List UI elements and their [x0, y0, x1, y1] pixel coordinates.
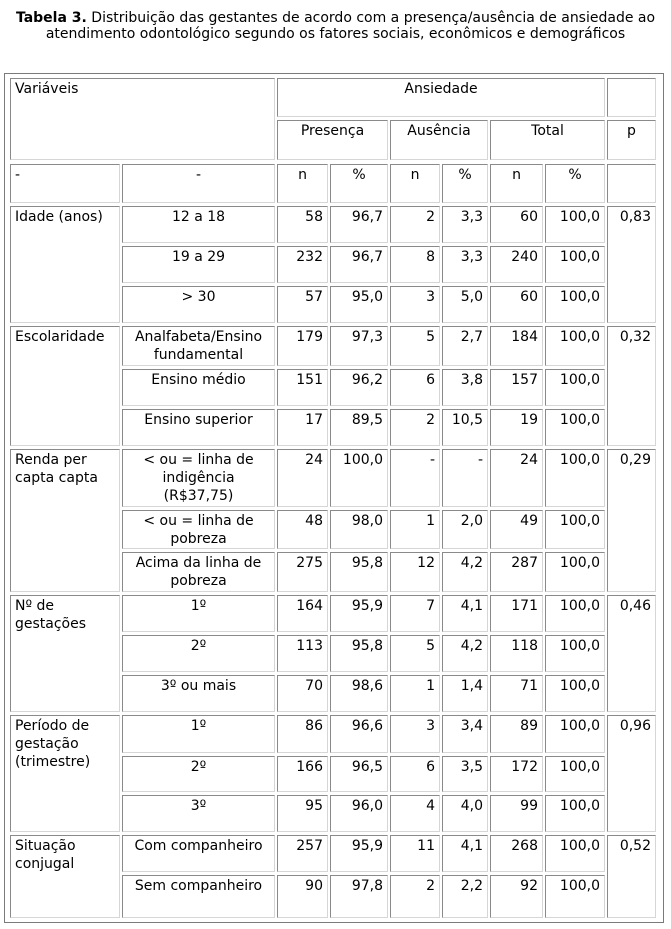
row-value: 240	[490, 246, 543, 283]
row-value: 7	[390, 595, 440, 632]
row-value: 100,0	[545, 552, 605, 592]
subheader-n1: n	[277, 164, 328, 203]
subheader-n2: n	[390, 164, 440, 203]
row-value: 184	[490, 326, 543, 366]
row-value: 100,0	[545, 409, 605, 446]
group-p-value: 0,46	[607, 595, 656, 712]
row-category: < ou = linha de indigência (R$37,75)	[122, 449, 275, 507]
row-value: 3	[390, 715, 440, 753]
row-value: 157	[490, 369, 543, 406]
row-value: 232	[277, 246, 328, 283]
row-value: -	[442, 449, 488, 507]
row-value: 100,0	[330, 449, 388, 507]
row-category: > 30	[122, 286, 275, 323]
subheader-pct3: %	[545, 164, 605, 203]
row-value: 90	[277, 875, 328, 918]
row-category: 2º	[122, 756, 275, 792]
subheader-empty	[607, 164, 656, 203]
row-value: 5	[390, 326, 440, 366]
row-value: 100,0	[545, 510, 605, 549]
row-category: 1º	[122, 715, 275, 753]
subheader-dash: -	[10, 164, 120, 203]
row-category: Ensino médio	[122, 369, 275, 406]
row-value: 4,2	[442, 552, 488, 592]
row-value: 100,0	[545, 795, 605, 832]
row-value: 100,0	[545, 449, 605, 507]
row-value: 100,0	[545, 286, 605, 323]
row-value: 95,0	[330, 286, 388, 323]
row-value: 2	[390, 409, 440, 446]
row-value: 71	[490, 675, 543, 712]
row-value: 95,9	[330, 835, 388, 872]
row-value: 1	[390, 675, 440, 712]
row-value: 4	[390, 795, 440, 832]
group-p-value: 0,96	[607, 715, 656, 832]
row-category: Ensino superior	[122, 409, 275, 446]
row-value: 19	[490, 409, 543, 446]
row-value: 57	[277, 286, 328, 323]
row-value: 3	[390, 286, 440, 323]
row-category: Com companheiro	[122, 835, 275, 872]
group-label: Nº de gestações	[10, 595, 120, 712]
row-value: 99	[490, 795, 543, 832]
row-value: 100,0	[545, 875, 605, 918]
row-value: 6	[390, 369, 440, 406]
row-value: 92	[490, 875, 543, 918]
row-category: 3º ou mais	[122, 675, 275, 712]
row-value: 4,1	[442, 835, 488, 872]
row-value: 1	[390, 510, 440, 549]
row-value: 100,0	[545, 835, 605, 872]
row-value: 89	[490, 715, 543, 753]
row-value: 2	[390, 875, 440, 918]
row-value: 100,0	[545, 206, 605, 243]
row-value: 100,0	[545, 675, 605, 712]
row-value: 275	[277, 552, 328, 592]
header-total: Total	[490, 120, 605, 160]
row-value: 287	[490, 552, 543, 592]
row-value: 97,8	[330, 875, 388, 918]
row-value: -	[390, 449, 440, 507]
group-label: Renda per capta capta	[10, 449, 120, 592]
row-value: 6	[390, 756, 440, 792]
row-category: 12 a 18	[122, 206, 275, 243]
group-p-value: 0,29	[607, 449, 656, 592]
row-value: 95,8	[330, 552, 388, 592]
row-value: 1,4	[442, 675, 488, 712]
row-value: 3,3	[442, 206, 488, 243]
row-value: 96,6	[330, 715, 388, 753]
row-value: 113	[277, 635, 328, 672]
row-value: 100,0	[545, 715, 605, 753]
row-value: 24	[277, 449, 328, 507]
table-caption-text: Distribuição das gestantes de acordo com a presença/ausência de ansiedade ao atendimento odontológico segundo os fatores sociais, econômicos e demográficos	[45, 10, 656, 42]
row-category: 1º	[122, 595, 275, 632]
group-label: Idade (anos)	[10, 206, 120, 323]
header-empty	[607, 78, 656, 117]
row-value: 98,6	[330, 675, 388, 712]
subheader-dash: -	[122, 164, 275, 203]
row-value: 118	[490, 635, 543, 672]
table-caption-label: Tabela 3.	[15, 10, 87, 26]
row-value: 49	[490, 510, 543, 549]
row-value: 100,0	[545, 756, 605, 792]
row-value: 268	[490, 835, 543, 872]
row-value: 5,0	[442, 286, 488, 323]
row-value: 8	[390, 246, 440, 283]
row-value: 98,0	[330, 510, 388, 549]
row-value: 17	[277, 409, 328, 446]
subheader-pct1: %	[330, 164, 388, 203]
row-category: 2º	[122, 635, 275, 672]
header-variaveis: Variáveis	[10, 78, 275, 160]
header-ansiedade: Ansiedade	[277, 78, 605, 117]
row-value: 96,7	[330, 206, 388, 243]
row-value: 100,0	[545, 595, 605, 632]
row-value: 48	[277, 510, 328, 549]
group-label: Período de gestação (trimestre)	[10, 715, 120, 832]
row-value: 10,5	[442, 409, 488, 446]
row-value: 4,2	[442, 635, 488, 672]
table-caption	[8, 10, 663, 42]
row-value: 164	[277, 595, 328, 632]
row-category: 3º	[122, 795, 275, 832]
row-value: 100,0	[545, 246, 605, 283]
row-value: 97,3	[330, 326, 388, 366]
row-value: 11	[390, 835, 440, 872]
row-value: 151	[277, 369, 328, 406]
subheader-n3: n	[490, 164, 543, 203]
group-p-value: 0,32	[607, 326, 656, 446]
header-ausencia: Ausência	[390, 120, 488, 160]
subheader-pct2: %	[442, 164, 488, 203]
group-p-value: 0,52	[607, 835, 656, 918]
row-value: 4,0	[442, 795, 488, 832]
row-value: 96,7	[330, 246, 388, 283]
row-value: 172	[490, 756, 543, 792]
row-value: 96,2	[330, 369, 388, 406]
row-value: 257	[277, 835, 328, 872]
row-value: 95,9	[330, 595, 388, 632]
row-value: 96,0	[330, 795, 388, 832]
row-value: 2,7	[442, 326, 488, 366]
row-value: 86	[277, 715, 328, 753]
header-presenca: Presença	[277, 120, 388, 160]
header-p: p	[607, 120, 656, 160]
row-value: 3,3	[442, 246, 488, 283]
row-value: 171	[490, 595, 543, 632]
row-value: 12	[390, 552, 440, 592]
row-category: Sem companheiro	[122, 875, 275, 918]
row-value: 89,5	[330, 409, 388, 446]
row-value: 2,0	[442, 510, 488, 549]
row-category: Analfabeta/Ensino fundamental	[122, 326, 275, 366]
row-category: 19 a 29	[122, 246, 275, 283]
row-value: 96,5	[330, 756, 388, 792]
row-value: 100,0	[545, 635, 605, 672]
row-value: 58	[277, 206, 328, 243]
row-value: 60	[490, 286, 543, 323]
row-value: 60	[490, 206, 543, 243]
row-value: 70	[277, 675, 328, 712]
row-value: 3,5	[442, 756, 488, 792]
row-value: 2	[390, 206, 440, 243]
row-value: 4,1	[442, 595, 488, 632]
group-p-value: 0,83	[607, 206, 656, 323]
row-value: 179	[277, 326, 328, 366]
row-value: 3,8	[442, 369, 488, 406]
row-value: 2,2	[442, 875, 488, 918]
row-value: 95	[277, 795, 328, 832]
row-value: 3,4	[442, 715, 488, 753]
group-label: Escolaridade	[10, 326, 120, 446]
row-value: 24	[490, 449, 543, 507]
row-value: 166	[277, 756, 328, 792]
row-category: < ou = linha de pobreza	[122, 510, 275, 549]
row-category: Acima da linha de pobreza	[122, 552, 275, 592]
row-value: 100,0	[545, 326, 605, 366]
row-value: 5	[390, 635, 440, 672]
group-label: Situação conjugal	[10, 835, 120, 918]
row-value: 100,0	[545, 369, 605, 406]
row-value: 95,8	[330, 635, 388, 672]
